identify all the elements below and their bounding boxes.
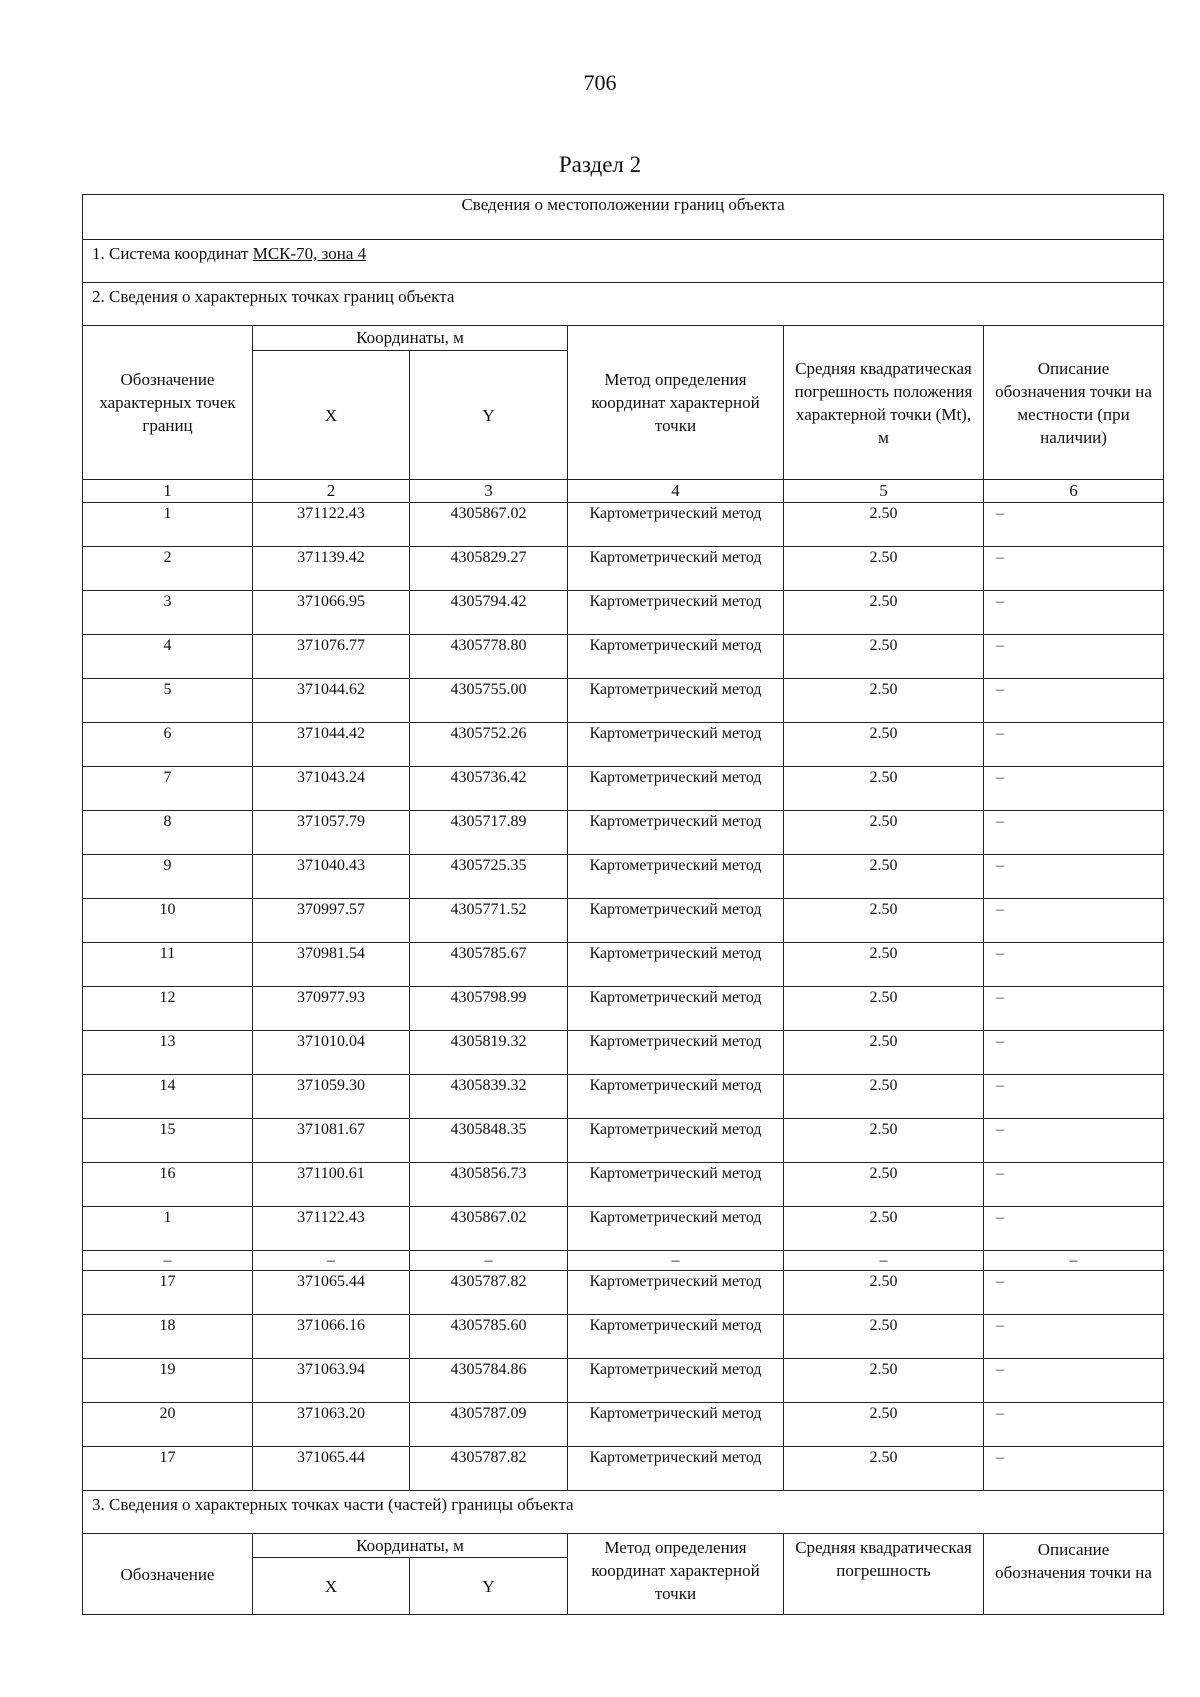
y-coordinate-cell: 4305785.67 <box>410 943 568 987</box>
error-cell: 2.50 <box>784 591 984 635</box>
error-cell: 2.50 <box>784 855 984 899</box>
header-coordinates: Координаты, м <box>253 326 568 351</box>
x-coordinate-cell: 371139.42 <box>253 547 410 591</box>
method-cell: Картометрический метод <box>568 987 784 1031</box>
table-row <box>83 635 1164 679</box>
description-cell: – <box>984 1403 1164 1447</box>
method-cell: Картометрический метод <box>568 1031 784 1075</box>
error-cell: 2.50 <box>784 723 984 767</box>
x-coordinate-cell: 371059.30 <box>253 1075 410 1119</box>
method-cell: Картометрический метод <box>568 767 784 811</box>
description-cell: – <box>984 1251 1164 1271</box>
method-cell: Картометрический метод <box>568 1119 784 1163</box>
method-cell: Картометрический метод <box>568 1403 784 1447</box>
description-cell: – <box>984 1031 1164 1075</box>
column-number: 4 <box>568 480 784 503</box>
point-number-cell: 17 <box>83 1271 253 1315</box>
y-coordinate-cell: 4305787.09 <box>410 1403 568 1447</box>
point-number-cell: 11 <box>83 943 253 987</box>
table-row <box>83 503 1164 547</box>
method-cell: Картометрический метод <box>568 811 784 855</box>
point-number-cell: 1 <box>83 1207 253 1251</box>
x-coordinate-cell: 371063.94 <box>253 1359 410 1403</box>
point-number-cell: 6 <box>83 723 253 767</box>
table-row <box>83 1315 1164 1359</box>
y-coordinate-cell: 4305867.02 <box>410 503 568 547</box>
separator-row <box>83 1251 1164 1271</box>
x-coordinate-cell: 371076.77 <box>253 635 410 679</box>
description-cell: – <box>984 1447 1164 1491</box>
y-coordinate-cell: 4305717.89 <box>410 811 568 855</box>
table-row <box>83 1163 1164 1207</box>
description-cell: – <box>984 1163 1164 1207</box>
error-cell: 2.50 <box>784 767 984 811</box>
x-coordinate-cell: 371100.61 <box>253 1163 410 1207</box>
y-coordinate-cell: 4305787.82 <box>410 1271 568 1315</box>
point-number-cell: 14 <box>83 1075 253 1119</box>
point-number-cell: 13 <box>83 1031 253 1075</box>
header-x: X <box>253 351 410 480</box>
method-cell: – <box>568 1251 784 1271</box>
column-number: 3 <box>410 480 568 503</box>
table-row <box>83 767 1164 811</box>
method-cell: Картометрический метод <box>568 503 784 547</box>
header-error: Средняя квадратическая погрешность положения характерной точки (Mt), м <box>784 326 984 480</box>
error-cell: 2.50 <box>784 1271 984 1315</box>
method-cell: Картометрический метод <box>568 1315 784 1359</box>
table-row <box>83 1119 1164 1163</box>
error-cell: 2.50 <box>784 811 984 855</box>
description-cell: – <box>984 1271 1164 1315</box>
x-coordinate-cell: 371066.16 <box>253 1315 410 1359</box>
method-cell: Картометрический метод <box>568 723 784 767</box>
y-coordinate-cell: 4305798.99 <box>410 987 568 1031</box>
table-row <box>83 899 1164 943</box>
point-number-cell: 19 <box>83 1359 253 1403</box>
error-cell: – <box>784 1251 984 1271</box>
x-coordinate-cell: 371057.79 <box>253 811 410 855</box>
table-row <box>83 1271 1164 1315</box>
description-cell: – <box>984 547 1164 591</box>
description-cell: – <box>984 1315 1164 1359</box>
table-row <box>83 1207 1164 1251</box>
method-cell: Картометрический метод <box>568 635 784 679</box>
s3-header-coordinates: Координаты, м <box>253 1534 568 1558</box>
error-cell: 2.50 <box>784 899 984 943</box>
method-cell: Картометрический метод <box>568 591 784 635</box>
table-row <box>83 547 1164 591</box>
error-cell: 2.50 <box>784 1403 984 1447</box>
y-coordinate-cell: 4305736.42 <box>410 767 568 811</box>
error-cell: 2.50 <box>784 1315 984 1359</box>
y-coordinate-cell: 4305787.82 <box>410 1447 568 1491</box>
point-number-cell: 2 <box>83 547 253 591</box>
error-cell: 2.50 <box>784 943 984 987</box>
point-number-cell: 1 <box>83 503 253 547</box>
s3-header-y: Y <box>410 1558 568 1615</box>
point-number-cell: 17 <box>83 1447 253 1491</box>
x-coordinate-cell: 371040.43 <box>253 855 410 899</box>
table-row <box>83 811 1164 855</box>
table-row <box>83 1403 1164 1447</box>
s3-header-error: Средняя квадратическая погрешность <box>784 1534 984 1615</box>
description-cell: – <box>984 635 1164 679</box>
y-coordinate-cell: 4305725.35 <box>410 855 568 899</box>
point-number-cell: 18 <box>83 1315 253 1359</box>
y-coordinate-cell: – <box>410 1251 568 1271</box>
description-cell: – <box>984 1119 1164 1163</box>
error-cell: 2.50 <box>784 1207 984 1251</box>
point-number-cell: 16 <box>83 1163 253 1207</box>
description-cell: – <box>984 679 1164 723</box>
section-title: Раздел 2 <box>558 152 642 177</box>
point-number-cell: – <box>83 1251 253 1271</box>
x-coordinate-cell: – <box>253 1251 410 1271</box>
column-number: 1 <box>83 480 253 503</box>
method-cell: Картометрический метод <box>568 1271 784 1315</box>
point-number-cell: 20 <box>83 1403 253 1447</box>
error-cell: 2.50 <box>784 1163 984 1207</box>
x-coordinate-cell: 371122.43 <box>253 503 410 547</box>
table-row <box>83 855 1164 899</box>
error-cell: 2.50 <box>784 1031 984 1075</box>
point-number-cell: 3 <box>83 591 253 635</box>
method-cell: Картометрический метод <box>568 1359 784 1403</box>
section3-title: 3. Сведения о характерных точках части (частей) границы объекта <box>83 1491 1164 1534</box>
header-description: Описание обозначения точки на местности (при наличии) <box>984 326 1164 480</box>
table-row <box>83 723 1164 767</box>
error-cell: 2.50 <box>784 635 984 679</box>
error-cell: 2.50 <box>784 503 984 547</box>
y-coordinate-cell: 4305752.26 <box>410 723 568 767</box>
description-cell: – <box>984 1075 1164 1119</box>
y-coordinate-cell: 4305867.02 <box>410 1207 568 1251</box>
point-number-cell: 15 <box>83 1119 253 1163</box>
s3-header-method: Метод определения координат характерной точки <box>568 1534 784 1615</box>
x-coordinate-cell: 371063.20 <box>253 1403 410 1447</box>
s3-header-designation: Обозначение <box>83 1534 253 1615</box>
method-cell: Картометрический метод <box>568 899 784 943</box>
x-coordinate-cell: 370997.57 <box>253 899 410 943</box>
coord-system-value: МСК-70, зона 4 <box>252 244 367 263</box>
header-method: Метод определения координат характерной точки <box>568 326 784 480</box>
error-cell: 2.50 <box>784 679 984 723</box>
method-cell: Картометрический метод <box>568 1447 784 1491</box>
method-cell: Картометрический метод <box>568 547 784 591</box>
y-coordinate-cell: 4305829.27 <box>410 547 568 591</box>
header-y: Y <box>410 351 568 480</box>
description-cell: – <box>984 503 1164 547</box>
description-cell: – <box>984 1359 1164 1403</box>
error-cell: 2.50 <box>784 547 984 591</box>
table-row <box>83 1075 1164 1119</box>
description-cell: – <box>984 943 1164 987</box>
table-row <box>83 1031 1164 1075</box>
y-coordinate-cell: 4305771.52 <box>410 899 568 943</box>
y-coordinate-cell: 4305784.86 <box>410 1359 568 1403</box>
method-cell: Картометрический метод <box>568 855 784 899</box>
column-number: 5 <box>784 480 984 503</box>
header-designation: Обозначение характерных точек границ <box>83 326 253 480</box>
table-row <box>83 987 1164 1031</box>
x-coordinate-cell: 371122.43 <box>253 1207 410 1251</box>
table-row <box>83 679 1164 723</box>
y-coordinate-cell: 4305839.32 <box>410 1075 568 1119</box>
x-coordinate-cell: 371043.24 <box>253 767 410 811</box>
x-coordinate-cell: 371010.04 <box>253 1031 410 1075</box>
method-cell: Картометрический метод <box>568 679 784 723</box>
table-row <box>83 1447 1164 1491</box>
error-cell: 2.50 <box>784 1119 984 1163</box>
x-coordinate-cell: 370977.93 <box>253 987 410 1031</box>
table-title: Сведения о местоположении границ объекта <box>83 195 1164 240</box>
description-cell: – <box>984 591 1164 635</box>
table-row <box>83 1359 1164 1403</box>
table-row <box>83 943 1164 987</box>
y-coordinate-cell: 4305794.42 <box>410 591 568 635</box>
y-coordinate-cell: 4305785.60 <box>410 1315 568 1359</box>
description-cell: – <box>984 987 1164 1031</box>
x-coordinate-cell: 371065.44 <box>253 1271 410 1315</box>
x-coordinate-cell: 370981.54 <box>253 943 410 987</box>
description-cell: – <box>984 899 1164 943</box>
x-coordinate-cell: 371066.95 <box>253 591 410 635</box>
method-cell: Картометрический метод <box>568 1207 784 1251</box>
s3-header-description: Описание обозначения точки на <box>984 1534 1164 1615</box>
point-number-cell: 12 <box>83 987 253 1031</box>
y-coordinate-cell: 4305819.32 <box>410 1031 568 1075</box>
description-cell: – <box>984 723 1164 767</box>
y-coordinate-cell: 4305755.00 <box>410 679 568 723</box>
column-number: 2 <box>253 480 410 503</box>
point-number-cell: 4 <box>83 635 253 679</box>
point-number-cell: 9 <box>83 855 253 899</box>
point-number-cell: 5 <box>83 679 253 723</box>
description-cell: – <box>984 1207 1164 1251</box>
point-number-cell: 7 <box>83 767 253 811</box>
boundary-table <box>82 194 1164 1615</box>
description-cell: – <box>984 767 1164 811</box>
description-cell: – <box>984 855 1164 899</box>
y-coordinate-cell: 4305856.73 <box>410 1163 568 1207</box>
y-coordinate-cell: 4305848.35 <box>410 1119 568 1163</box>
table-row <box>83 591 1164 635</box>
coord-system-label: 1. Система координат <box>92 244 253 263</box>
x-coordinate-cell: 371044.62 <box>253 679 410 723</box>
x-coordinate-cell: 371081.67 <box>253 1119 410 1163</box>
description-cell: – <box>984 811 1164 855</box>
point-number-cell: 8 <box>83 811 253 855</box>
section2-title: 2. Сведения о характерных точках границ объекта <box>83 283 1164 326</box>
error-cell: 2.50 <box>784 987 984 1031</box>
x-coordinate-cell: 371044.42 <box>253 723 410 767</box>
page-number: 706 <box>583 70 617 95</box>
error-cell: 2.50 <box>784 1359 984 1403</box>
column-number: 6 <box>984 480 1164 503</box>
y-coordinate-cell: 4305778.80 <box>410 635 568 679</box>
method-cell: Картометрический метод <box>568 1163 784 1207</box>
x-coordinate-cell: 371065.44 <box>253 1447 410 1491</box>
coord-system-row <box>83 240 1164 283</box>
error-cell: 2.50 <box>784 1447 984 1491</box>
point-number-cell: 10 <box>83 899 253 943</box>
method-cell: Картометрический метод <box>568 943 784 987</box>
s3-header-x: X <box>253 1558 410 1615</box>
error-cell: 2.50 <box>784 1075 984 1119</box>
method-cell: Картометрический метод <box>568 1075 784 1119</box>
